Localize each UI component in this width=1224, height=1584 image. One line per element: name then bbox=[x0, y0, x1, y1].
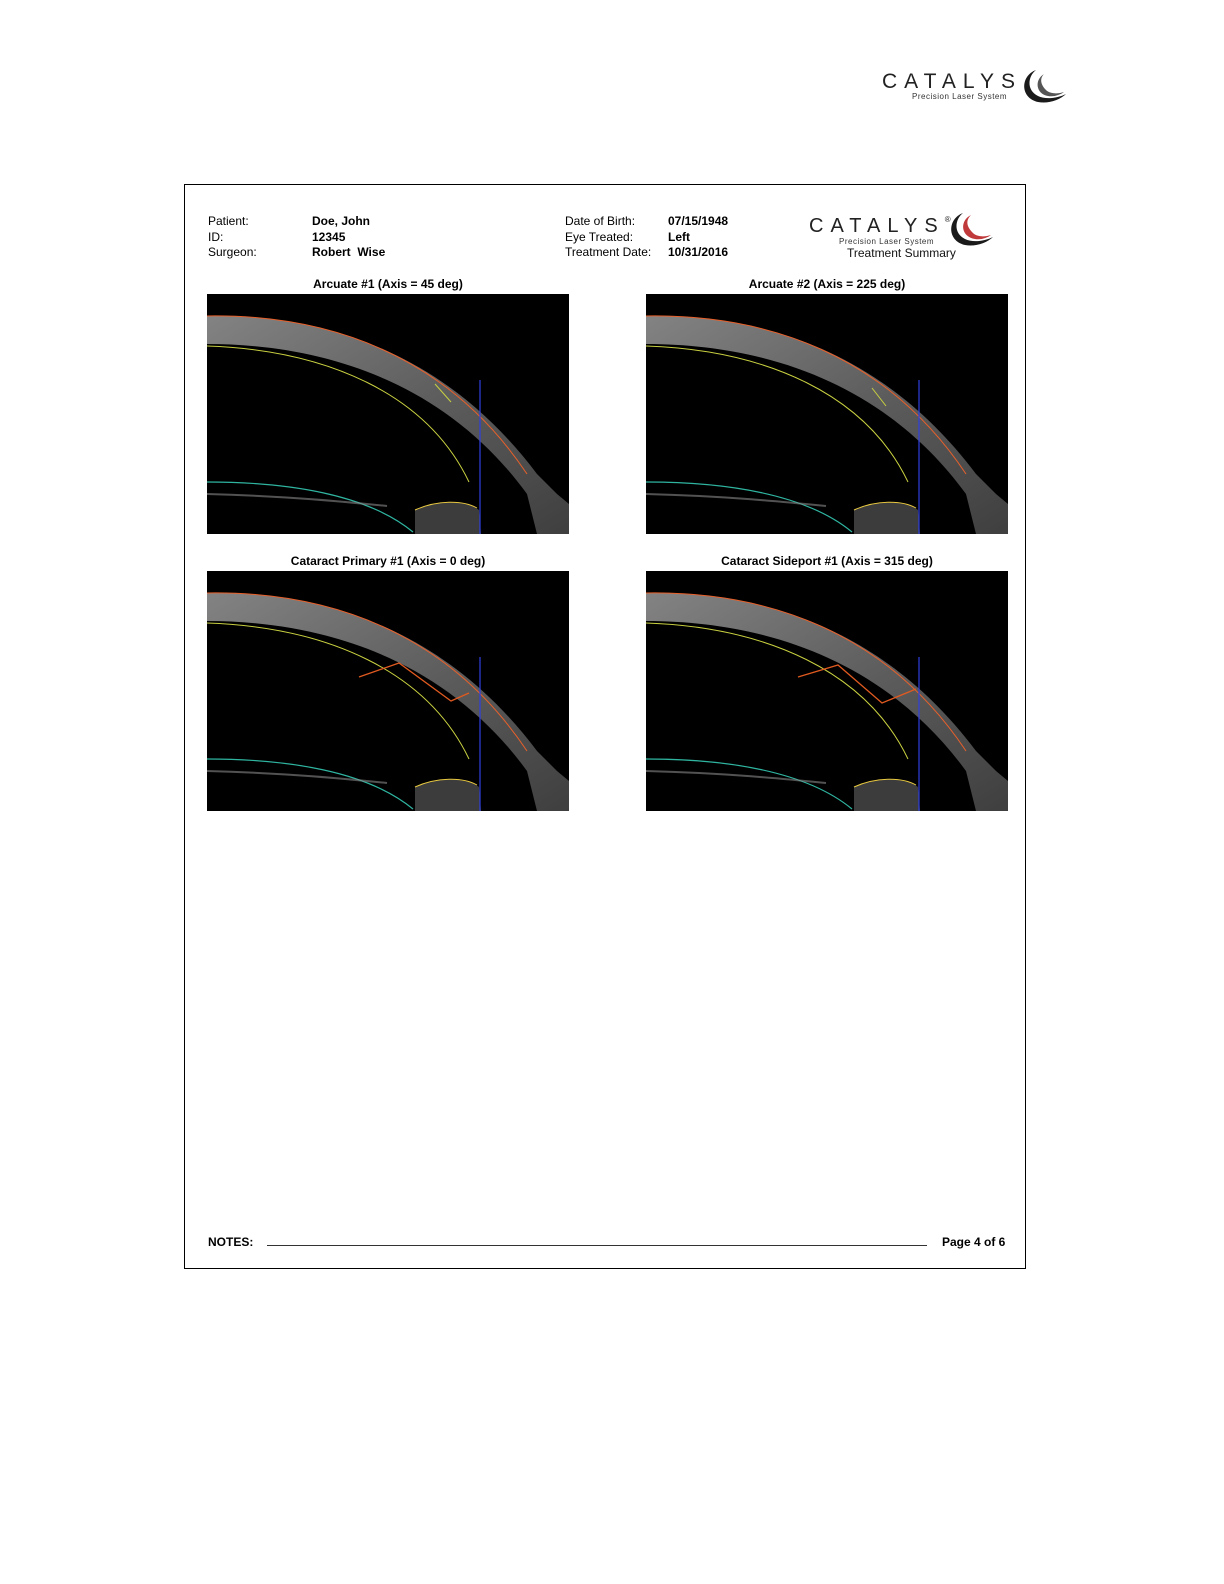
page-logo bbox=[880, 64, 1070, 108]
patient-value: Doe, John bbox=[312, 214, 371, 228]
patient-row bbox=[208, 214, 385, 230]
logo-tagline: Precision Laser System bbox=[912, 92, 1008, 101]
panel-title-cataract-sideport: Cataract Sideport #1 (Axis = 315 deg) bbox=[721, 554, 933, 568]
oct-scan-arcuate-2 bbox=[646, 294, 1008, 534]
oct-image bbox=[207, 294, 569, 534]
eye-value: Left bbox=[668, 229, 690, 244]
report-logo-wordmark: CATALYS® bbox=[809, 215, 951, 237]
oct-scan-cataract-sideport bbox=[646, 571, 1008, 811]
report-logo-tagline: Precision Laser System bbox=[839, 237, 935, 246]
notes-label: NOTES: bbox=[208, 1235, 254, 1249]
oct-image bbox=[646, 571, 1008, 811]
patient-info-right bbox=[565, 214, 728, 261]
oct-scan-cataract-primary bbox=[207, 571, 569, 811]
oct-image bbox=[646, 294, 1008, 534]
dob-row bbox=[565, 214, 728, 230]
surgeon-value: Robert Wise bbox=[312, 245, 386, 259]
eye-label: Eye Treated: bbox=[565, 229, 634, 244]
report-summary-title: Treatment Summary bbox=[847, 246, 956, 260]
surgeon-label: Surgeon: bbox=[208, 245, 257, 259]
panel-title-cataract-primary: Cataract Primary #1 (Axis = 0 deg) bbox=[290, 554, 486, 568]
patient-label: Patient: bbox=[208, 214, 249, 228]
dob-label: Date of Birth: bbox=[565, 214, 636, 228]
id-row bbox=[208, 230, 385, 246]
notes-line bbox=[267, 1245, 927, 1246]
panel-title-arcuate-1: Arcuate #1 (Axis = 45 deg) bbox=[313, 277, 463, 291]
report-logo-swoosh-icon bbox=[943, 209, 995, 249]
id-value: 12345 bbox=[312, 229, 346, 244]
patient-info-left bbox=[208, 214, 385, 261]
report-logo bbox=[807, 207, 1007, 263]
logo-wordmark: CATALYS bbox=[882, 70, 1023, 93]
eye-row bbox=[565, 230, 728, 246]
dob-value: 07/15/1948 bbox=[668, 214, 729, 228]
treatment-date-label: Treatment Date: bbox=[565, 245, 652, 259]
surgeon-row bbox=[208, 245, 385, 261]
treatment-date-value: 10/31/2016 bbox=[668, 245, 729, 259]
panel-title-arcuate-2: Arcuate #2 (Axis = 225 deg) bbox=[748, 277, 906, 291]
oct-scan-arcuate-1 bbox=[207, 294, 569, 534]
logo-swoosh-icon bbox=[1016, 66, 1068, 106]
oct-image bbox=[207, 571, 569, 811]
treatment-summary-report bbox=[184, 184, 1026, 1269]
id-label: ID: bbox=[208, 229, 224, 244]
treatment-date-row bbox=[565, 245, 728, 261]
page-number: Page 4 of 6 bbox=[942, 1235, 1006, 1249]
